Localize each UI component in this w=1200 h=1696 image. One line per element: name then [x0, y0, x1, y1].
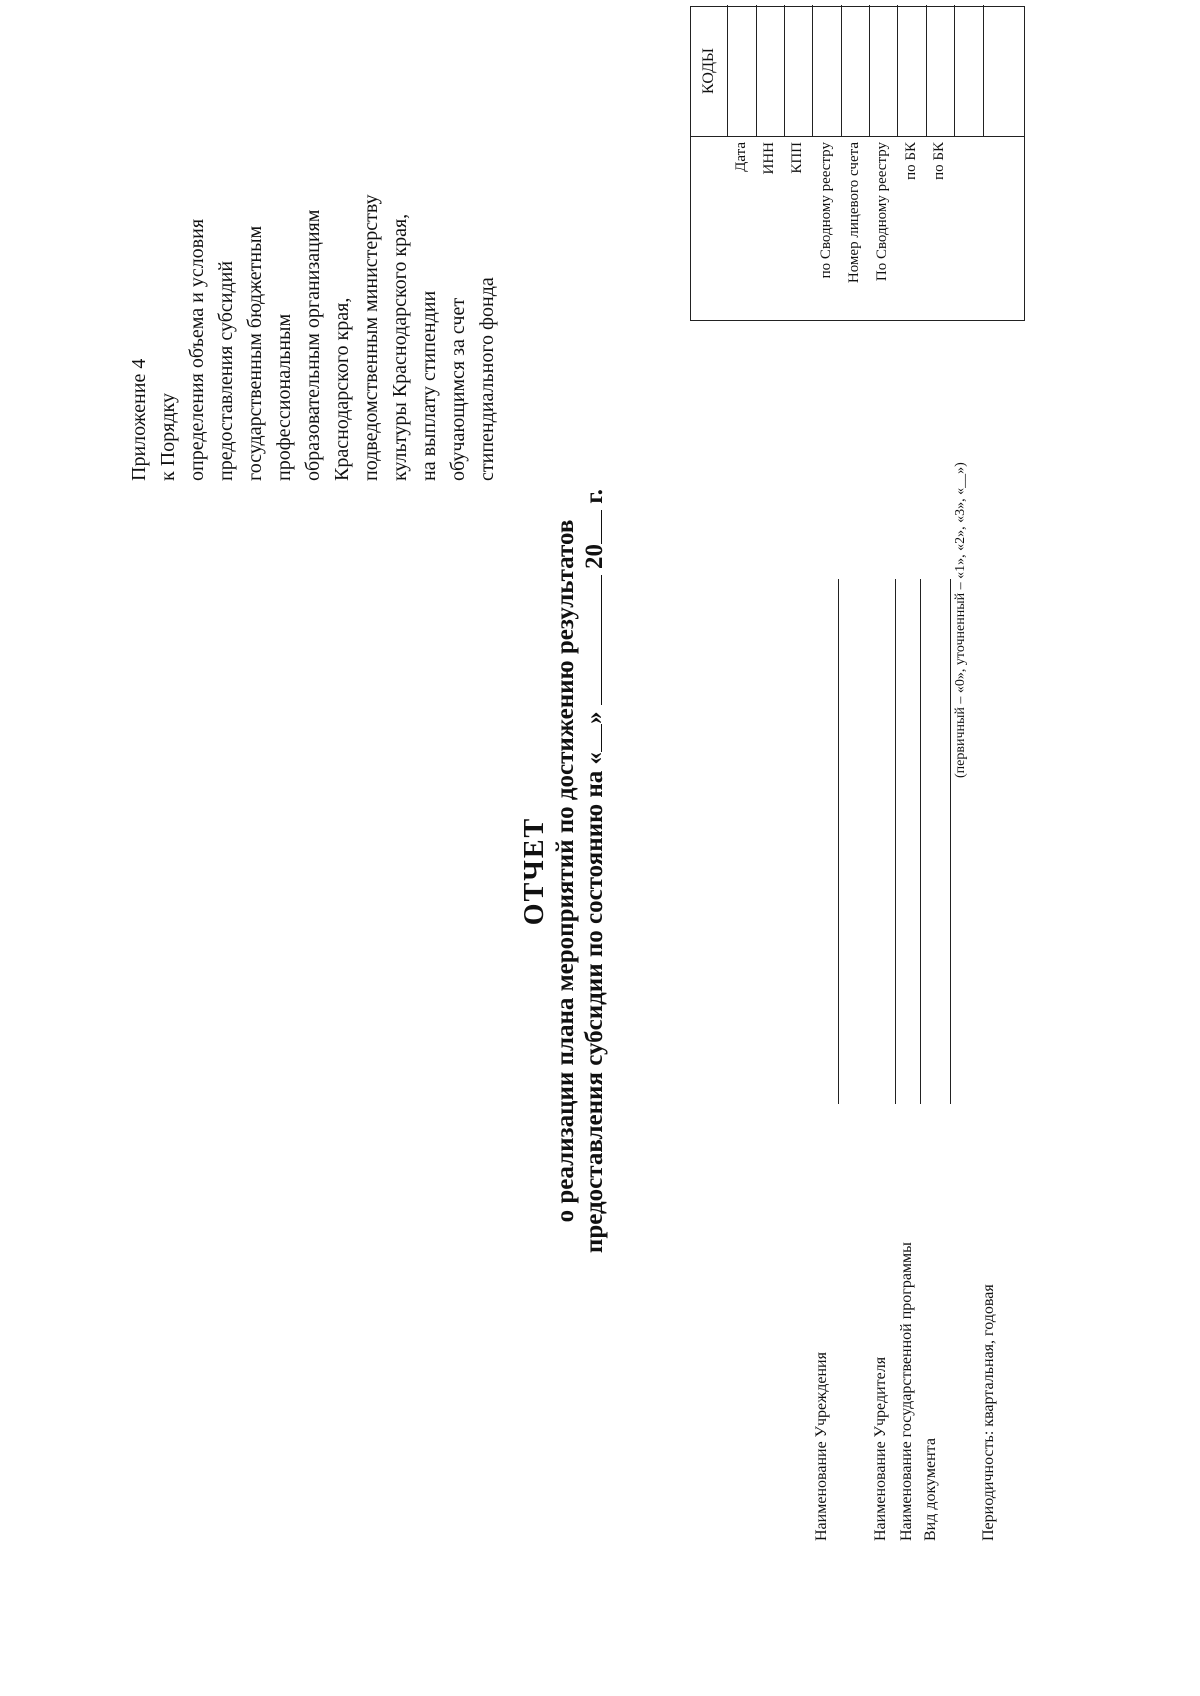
institution-input-line[interactable]	[838, 579, 839, 1104]
appendix-line: стипендиального фонда	[476, 277, 498, 481]
program-label: Наименование государственной программы	[898, 1242, 915, 1541]
appendix-line: на выплату стипендии	[418, 290, 440, 481]
year-prefix: 20	[581, 543, 608, 569]
row-divider	[841, 5, 842, 137]
appendix-line: подведомственным министерству	[360, 194, 382, 481]
appendix-block	[125, 101, 502, 481]
report-title: ОТЧЕТ	[519, 816, 550, 926]
code-row-label: По Сводному реестру	[874, 142, 890, 282]
periodicity-label: Периодичность: квартальная, годовая	[980, 1284, 997, 1541]
doc-type-input-line[interactable]	[950, 579, 951, 1104]
appendix-line: Краснодарского края,	[331, 297, 353, 481]
month-blank[interactable]	[581, 575, 602, 705]
row-divider	[727, 5, 728, 137]
appendix-line: культуры Краснодарского края,	[389, 213, 411, 481]
code-row-label: по БК	[931, 142, 947, 180]
founder-input-line[interactable]	[895, 579, 896, 1104]
report-date-line	[580, 346, 609, 1396]
row-divider	[926, 5, 927, 137]
code-row-label: ИНН	[761, 142, 777, 175]
code-row-label: Номер лицевого счета	[846, 142, 862, 284]
day-blank[interactable]	[581, 724, 602, 752]
founder-label: Наименование Учредителя	[872, 1356, 889, 1541]
row-divider	[756, 5, 757, 137]
row-divider	[869, 5, 870, 137]
row-divider	[954, 5, 955, 137]
code-row-label: по БК	[903, 142, 919, 180]
institution-label: Наименование Учреждения	[813, 1352, 830, 1541]
year-suffix: г.	[581, 488, 608, 504]
year-blank[interactable]	[581, 510, 602, 544]
row-divider	[784, 5, 785, 137]
appendix-line: Приложение 4	[128, 358, 150, 481]
appendix-line: предоставления субсидий	[215, 260, 237, 481]
row-divider	[983, 5, 984, 137]
appendix-line: к Порядку	[157, 393, 179, 481]
close-quote: »	[581, 711, 608, 724]
code-row-label: Дата	[733, 142, 749, 172]
program-input-line[interactable]	[920, 579, 921, 1104]
codes-table	[690, 6, 1025, 321]
appendix-line: государственным бюджетным	[244, 225, 266, 481]
codes-column	[691, 5, 1024, 137]
code-row-label: по Сводному реестру	[818, 142, 834, 279]
code-row-label: КПП	[789, 142, 805, 174]
appendix-line: обучающимся за счет	[447, 297, 469, 481]
row-divider	[897, 5, 898, 137]
appendix-line: определения объема и условия	[186, 218, 208, 481]
doc-type-label: Вид документа	[922, 1438, 939, 1541]
date-line-text: предоставления субсидии по состоянию на «	[581, 751, 608, 1254]
appendix-line: профессиональным	[273, 313, 295, 481]
report-subtitle: о реализации плана мероприятий по достижению результатов	[552, 519, 579, 1223]
row-divider	[812, 5, 813, 137]
report-title-block	[520, 346, 609, 1396]
doc-type-hint: (первичный – «0», уточненный – «1», «2», «3», «__»)	[953, 462, 968, 778]
codes-header: КОДЫ	[700, 48, 717, 94]
appendix-line: образовательным организациям	[302, 209, 324, 481]
